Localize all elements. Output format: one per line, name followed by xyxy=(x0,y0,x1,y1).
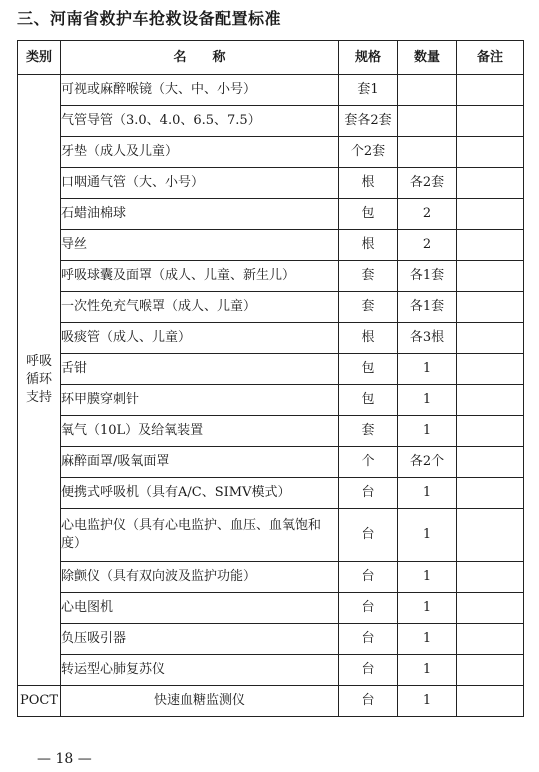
item-remark xyxy=(457,624,524,655)
item-name: 导丝 xyxy=(61,230,339,261)
item-quantity: 各2个 xyxy=(398,447,457,478)
item-quantity: 各2套 xyxy=(398,168,457,199)
item-remark xyxy=(457,106,524,137)
item-spec: 台 xyxy=(339,562,398,593)
item-quantity: 1 xyxy=(398,416,457,447)
item-spec: 根 xyxy=(339,168,398,199)
item-remark xyxy=(457,686,524,717)
item-spec: 套各2套 xyxy=(339,106,398,137)
item-quantity: 1 xyxy=(398,593,457,624)
item-remark xyxy=(457,354,524,385)
item-name: 转运型心肺复苏仪 xyxy=(61,655,339,686)
header-spec: 规格 xyxy=(339,41,398,75)
item-quantity: 1 xyxy=(398,655,457,686)
item-spec: 台 xyxy=(339,686,398,717)
item-remark xyxy=(457,137,524,168)
item-remark xyxy=(457,323,524,354)
equipment-table xyxy=(17,40,524,717)
item-spec: 台 xyxy=(339,478,398,509)
item-quantity xyxy=(398,137,457,168)
item-quantity: 2 xyxy=(398,230,457,261)
item-remark xyxy=(457,416,524,447)
item-remark xyxy=(457,292,524,323)
item-name: 氧气（10L）及给氧装置 xyxy=(61,416,339,447)
header-category: 类别 xyxy=(18,41,61,75)
header-name: 名 称 xyxy=(61,41,339,75)
table-row xyxy=(18,655,524,686)
item-quantity xyxy=(398,75,457,106)
item-name: 环甲膜穿刺针 xyxy=(61,385,339,416)
item-remark xyxy=(457,478,524,509)
item-remark xyxy=(457,655,524,686)
table-row xyxy=(18,447,524,478)
item-name: 石蜡油棉球 xyxy=(61,199,339,230)
item-remark xyxy=(457,562,524,593)
table-row xyxy=(18,230,524,261)
table-row xyxy=(18,509,524,562)
category-label-line: 循环 xyxy=(25,372,52,387)
item-name: 口咽通气管（大、小号） xyxy=(61,168,339,199)
item-spec: 台 xyxy=(339,593,398,624)
item-quantity xyxy=(398,106,457,137)
item-remark xyxy=(457,385,524,416)
item-quantity: 1 xyxy=(398,562,457,593)
item-quantity: 各1套 xyxy=(398,261,457,292)
item-name: 吸痰管（成人、儿童） xyxy=(61,323,339,354)
category-label-line: 呼吸 xyxy=(25,354,52,369)
item-quantity: 1 xyxy=(398,478,457,509)
page-number: — 18 — xyxy=(37,751,92,767)
item-spec: 根 xyxy=(339,323,398,354)
item-quantity: 2 xyxy=(398,199,457,230)
item-name: 便携式呼吸机（具有A/C、SIMV模式） xyxy=(61,478,339,509)
item-name: 气管导管（3.0、4.0、6.5、7.5） xyxy=(61,106,339,137)
item-spec: 台 xyxy=(339,655,398,686)
item-remark xyxy=(457,168,524,199)
item-remark xyxy=(457,447,524,478)
table-row xyxy=(18,385,524,416)
item-name: 心电监护仪（具有心电监护、血压、血氧饱和度） xyxy=(61,509,339,562)
section-heading: 三、河南省救护车抢救设备配置标准 xyxy=(17,9,282,28)
table-row xyxy=(18,323,524,354)
item-spec: 根 xyxy=(339,230,398,261)
item-quantity: 各1套 xyxy=(398,292,457,323)
item-quantity: 1 xyxy=(398,624,457,655)
item-quantity: 1 xyxy=(398,385,457,416)
item-quantity: 1 xyxy=(398,686,457,717)
group-poct xyxy=(18,686,524,717)
item-remark xyxy=(457,75,524,106)
item-spec: 包 xyxy=(339,354,398,385)
table-row xyxy=(18,416,524,447)
item-spec: 个 xyxy=(339,447,398,478)
item-remark xyxy=(457,230,524,261)
header-remark: 备注 xyxy=(457,41,524,75)
item-name: 牙垫（成人及儿童） xyxy=(61,137,339,168)
category-label-line: 支持 xyxy=(25,390,52,405)
item-name: 除颤仪（具有双向波及监护功能） xyxy=(61,562,339,593)
item-quantity: 1 xyxy=(398,509,457,562)
table-row xyxy=(18,199,524,230)
table-row xyxy=(18,106,524,137)
item-name: 快速血糖监测仪 xyxy=(61,686,339,717)
item-quantity: 各3根 xyxy=(398,323,457,354)
item-remark xyxy=(457,261,524,292)
item-name: 麻醉面罩/吸氧面罩 xyxy=(61,447,339,478)
item-spec: 包 xyxy=(339,385,398,416)
table-row xyxy=(18,261,524,292)
category-cell xyxy=(18,75,61,686)
item-spec: 台 xyxy=(339,509,398,562)
header-quantity: 数量 xyxy=(398,41,457,75)
table-row xyxy=(18,75,524,106)
item-name: 呼吸球囊及面罩（成人、儿童、新生儿） xyxy=(61,261,339,292)
table-row xyxy=(18,354,524,385)
item-quantity: 1 xyxy=(398,354,457,385)
item-name: 舌钳 xyxy=(61,354,339,385)
item-spec: 套 xyxy=(339,292,398,323)
table-row xyxy=(18,624,524,655)
table-row xyxy=(18,168,524,199)
item-name: 可视或麻醉喉镜（大、中、小号） xyxy=(61,75,339,106)
table-row xyxy=(18,137,524,168)
item-spec: 套 xyxy=(339,416,398,447)
table-row xyxy=(18,686,524,717)
table-row xyxy=(18,562,524,593)
item-spec: 个2套 xyxy=(339,137,398,168)
item-remark xyxy=(457,509,524,562)
table-row xyxy=(18,292,524,323)
item-spec: 台 xyxy=(339,624,398,655)
table-row xyxy=(18,478,524,509)
table-header-row xyxy=(18,41,524,75)
item-remark xyxy=(457,199,524,230)
item-spec: 包 xyxy=(339,199,398,230)
table-row xyxy=(18,593,524,624)
item-name: 负压吸引器 xyxy=(61,624,339,655)
item-spec: 套1 xyxy=(339,75,398,106)
group-respiratory-circulatory xyxy=(18,75,524,686)
item-name: 心电图机 xyxy=(61,593,339,624)
item-spec: 套 xyxy=(339,261,398,292)
category-cell: POCT xyxy=(18,686,61,717)
item-remark xyxy=(457,593,524,624)
item-name: 一次性免充气喉罩（成人、儿童） xyxy=(61,292,339,323)
